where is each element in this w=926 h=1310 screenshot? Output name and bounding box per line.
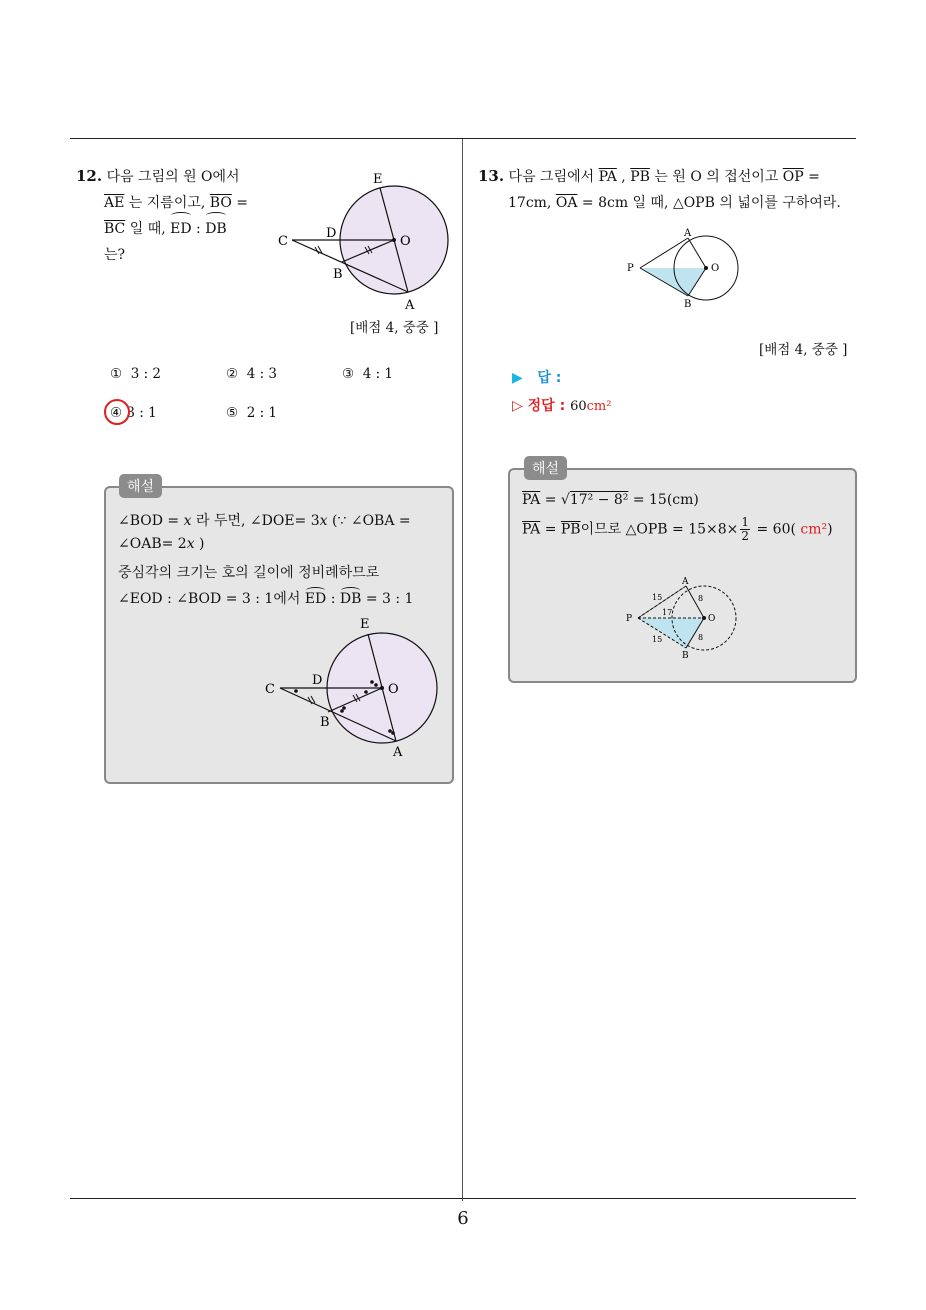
q13-sol-label-b: B [682, 651, 689, 660]
q12-score: [배점 4, 중중 ] [350, 320, 439, 336]
choice-2[interactable] [226, 366, 277, 382]
q13-sol-label-p: P [626, 614, 633, 624]
column-divider [462, 139, 463, 1201]
q13-sol-label-17: 17 [662, 608, 673, 617]
choice-2-num: ② [226, 366, 239, 382]
choice-1-value: 3 : 2 [130, 366, 162, 382]
q12-colon: : [191, 221, 206, 237]
seg-pa: $\overline{PA}$ [598, 169, 617, 185]
seg-bo: $\overline{BO}$ [209, 195, 232, 211]
q13-sol-center-dot [702, 616, 706, 620]
sol2-a: ∠OAB= 2 [118, 536, 187, 552]
choice-5[interactable] [226, 405, 277, 421]
sol4-c: = 3 : 1 [361, 591, 414, 607]
sol4-arc-ed: ED [304, 591, 327, 607]
q13-eq: = [803, 169, 820, 185]
q13-text-e: = 8cm 일 때, △OPB 의 넓이를 구하여라. [577, 195, 841, 211]
sol1-x: x [183, 513, 192, 529]
q13-text-c: 는 원 O 의 접선이고 [649, 169, 783, 185]
sol2-x: x [186, 536, 195, 552]
choice-3[interactable] [342, 366, 393, 382]
sol1-a: ∠BOD = [118, 513, 184, 529]
q13-figure [620, 224, 746, 310]
sol4-a: ∠EOD : ∠BOD = 3 : 1에서 [118, 591, 305, 607]
q12-solution-box [104, 486, 454, 784]
q13-sol-label-o: O [708, 614, 716, 624]
q13-solution-box [508, 468, 857, 683]
correct-value: 60 [570, 399, 587, 414]
sqrt-icon: √ [560, 492, 570, 508]
sol13-eq1: = [540, 492, 561, 508]
q13-question [478, 163, 862, 216]
sol4-arc-db: DB [339, 591, 362, 607]
sol13-pa: $\overline{PA}$ [522, 492, 541, 508]
q12-text-line1: 다음 그림의 원 O에서 [106, 169, 240, 185]
q12-text-line2: 는 지름이고, [124, 195, 210, 211]
q13-correct-line [512, 395, 611, 415]
q12-label-d: D [326, 226, 337, 241]
q13-radius-oa [688, 238, 706, 268]
arc-ed: ED [170, 216, 191, 242]
answer-label: 답 : [537, 370, 562, 386]
sol1-c: (∵ ∠OBA = [327, 513, 411, 529]
choice-1-num: ① [110, 366, 123, 382]
sol13-unit: cm² [800, 521, 828, 538]
page-number: 6 [457, 1208, 469, 1229]
q12-line4: 는? [104, 247, 126, 263]
q12-line2 [76, 190, 266, 216]
q13-solution-figure [618, 570, 744, 660]
q12-label-e: E [373, 172, 383, 187]
q13-text-b: , [616, 169, 631, 185]
q12-question [76, 163, 266, 268]
q12-solution-figure [258, 614, 444, 764]
q13-shaded-triangle [640, 268, 706, 296]
arc-db: DB [205, 216, 227, 242]
bottom-rule [70, 1198, 856, 1199]
q12-label-a: A [405, 298, 415, 313]
correct-unit: cm² [586, 399, 612, 414]
choice-5-num: ⑤ [226, 405, 239, 421]
q13-sol-label-15a: 15 [652, 593, 663, 602]
q13-center-dot [704, 266, 708, 270]
sol4-b: : [326, 591, 340, 607]
q12-sol-label-o: O [388, 682, 399, 697]
q12-label-o: O [400, 234, 411, 249]
q13-number: 13. [478, 167, 505, 185]
seg-pb: $\overline{PB}$ [630, 169, 650, 185]
q12-sol-label-a: A [393, 745, 403, 760]
q12-sol-line4 [118, 588, 413, 608]
sol13-close: ) [827, 521, 833, 538]
q12-solution-tag: 해설 [119, 474, 162, 498]
q12-center-dot [392, 238, 396, 242]
fraction [740, 516, 750, 543]
q12-line3 [76, 216, 266, 242]
q12-figure [270, 168, 456, 316]
frac-den: 2 [741, 529, 750, 543]
choice-3-value: 4 : 1 [362, 366, 394, 382]
q13-label-p: P [627, 263, 634, 274]
q13-sol-line2 [522, 516, 833, 543]
frac-num: 1 [741, 515, 750, 529]
selected-answer-circle [104, 399, 130, 425]
sol13-pa2: $\overline{PA}$ [522, 521, 541, 538]
q13-answer-line [512, 367, 561, 387]
correct-arrow-icon: ▷ [512, 398, 523, 414]
sol13-eq2: = [540, 521, 561, 538]
q12-text-line3: 일 때, [125, 221, 171, 237]
q12-sol-line1 [118, 510, 411, 530]
q12-label-c: C [278, 234, 288, 249]
q13-tangent-pa [640, 238, 688, 268]
q13-sol-label-8b: 8 [698, 633, 704, 642]
answer-arrow-icon: ▶ [512, 370, 523, 386]
seg-op: $\overline{OP}$ [782, 169, 804, 185]
q12-sol-label-e: E [360, 617, 370, 632]
sol13-result1: = 15(cm) [628, 492, 699, 508]
q13-sol-line1 [522, 492, 699, 508]
q13-label-o: O [711, 263, 720, 274]
q13-solution-tag: 해설 [524, 456, 567, 480]
q13-label-a: A [684, 228, 692, 239]
choice-2-value: 4 : 3 [246, 366, 278, 382]
q13-sol-label-15b: 15 [652, 635, 663, 644]
seg-bc: $\overline{BC}$ [104, 221, 126, 237]
correct-label: 정답 : [527, 398, 566, 414]
q12-sol-label-b: B [320, 715, 330, 730]
sol1-x2: x [319, 513, 328, 529]
q13-line2 [478, 190, 862, 216]
choice-3-num: ③ [342, 366, 355, 382]
q13-score: [배점 4, 중중 ] [759, 342, 848, 358]
q13-text-d: 17cm, [508, 195, 556, 211]
choice-4-num: ④ [110, 405, 123, 421]
q13-sol-shaded [638, 618, 704, 648]
q13-sol-label-a: A [682, 577, 689, 587]
choice-1[interactable] [110, 366, 161, 382]
seg-ae: $\overline{AE}$ [104, 195, 125, 211]
q12-sol-line3: 중심각의 크기는 호의 길이에 정비례하므로 [118, 565, 380, 581]
choice-4-value: 3 : 1 [126, 405, 157, 421]
sol13-area-text: 이므로 △OPB = 15×8× [580, 521, 739, 538]
q12-sol-label-c: C [265, 682, 275, 697]
seg-oa: $\overline{OA}$ [555, 195, 578, 211]
q13-text-a: 다음 그림에서 [504, 169, 599, 185]
sol1-b: 라 두면, ∠DOE= 3 [191, 513, 320, 529]
sol13-result2: = 60( [752, 521, 801, 538]
choice-5-value: 2 : 1 [246, 405, 278, 421]
sol13-radicand: 17² − 8² [569, 492, 629, 508]
q12-eq: = [231, 195, 248, 211]
q12-sol-center-dot [380, 686, 384, 690]
sol13-pb: $\overline{PB}$ [560, 521, 581, 538]
q13-label-b: B [684, 299, 692, 310]
sol2-b: ) [194, 536, 205, 552]
q12-sol-label-d: D [312, 673, 323, 688]
top-rule [70, 138, 856, 139]
q12-label-b: B [333, 267, 343, 282]
q12-number: 12. [76, 167, 103, 185]
q13-sol-label-8a: 8 [698, 594, 704, 603]
q12-sol-line2 [118, 536, 205, 552]
